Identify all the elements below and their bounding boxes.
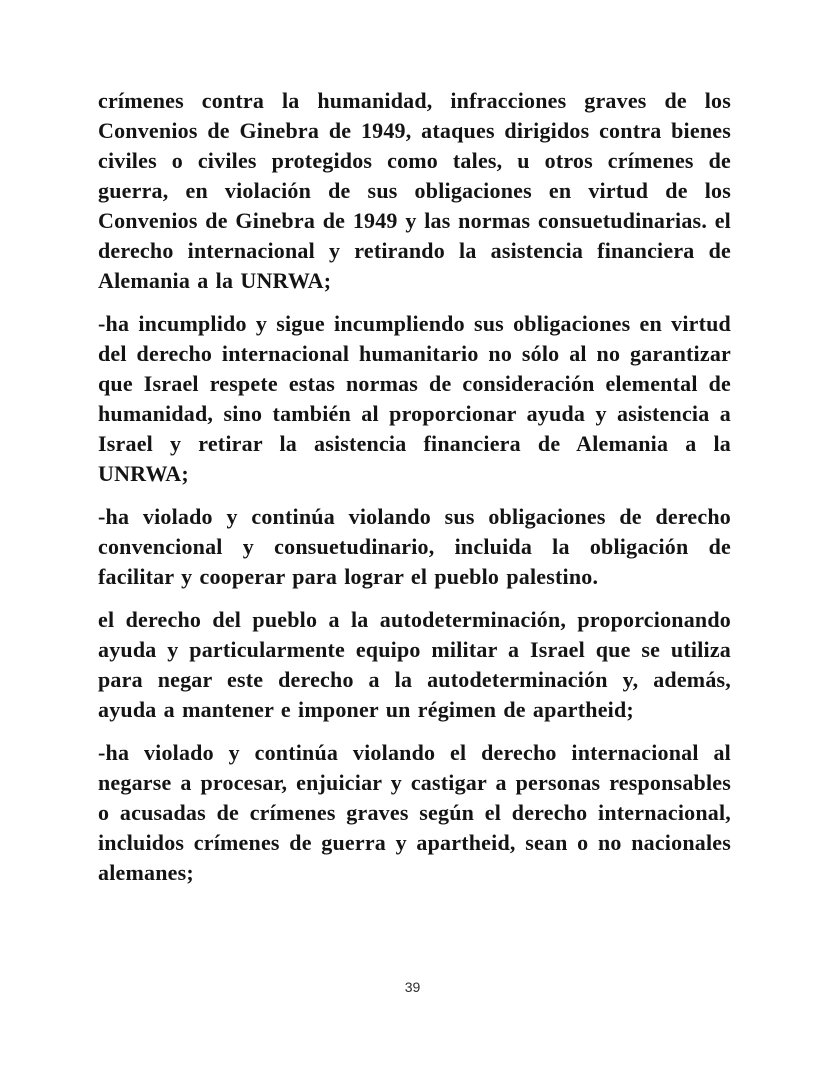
paragraph: -ha violado y continúa violando sus obligaciones de derecho convencional y consuetudinario, incluida la obligación de facilitar y cooperar para lograr el pueblo palestino. [98, 504, 731, 589]
paragraph: -ha incumplido y sigue incumpliendo sus obligaciones en virtud del derecho internacional humanitario no sólo al no garantizar que Israel respete estas normas de consideración elemental de humanidad, sino también al proporcionar ayuda y asistencia a Israel y retirar la asistencia financiera de Alemania a la UNRWA; [98, 311, 731, 486]
paragraph: -ha violado y continúa violando el derecho internacional al negarse a procesar, enjuiciar y castigar a personas responsables o acusadas de crímenes graves según el derecho internacional, incluidos crímenes de guerra y apartheid, sean o no nacionales alemanes; [98, 740, 731, 885]
page-body-text [98, 86, 731, 901]
page-number: 39 [404, 979, 421, 995]
paragraph: el derecho del pueblo a la autodeterminación, proporcionando ayuda y particularmente equipo militar a Israel que se utiliza para negar este derecho a la autodeterminación y, además, ayuda a mantener e imponer un régimen de apartheid; [98, 607, 731, 722]
paragraph: crímenes contra la humanidad, infracciones graves de los Convenios de Ginebra de 1949, ataques dirigidos contra bienes civiles o civiles protegidos como tales, u otros crímenes de guerra, en violación de sus obligaciones en virtud de los Convenios de Ginebra de 1949 y las normas consuetudinarias. el derecho internacional y retirando la asistencia financiera de Alemania a la UNRWA; [98, 88, 731, 293]
